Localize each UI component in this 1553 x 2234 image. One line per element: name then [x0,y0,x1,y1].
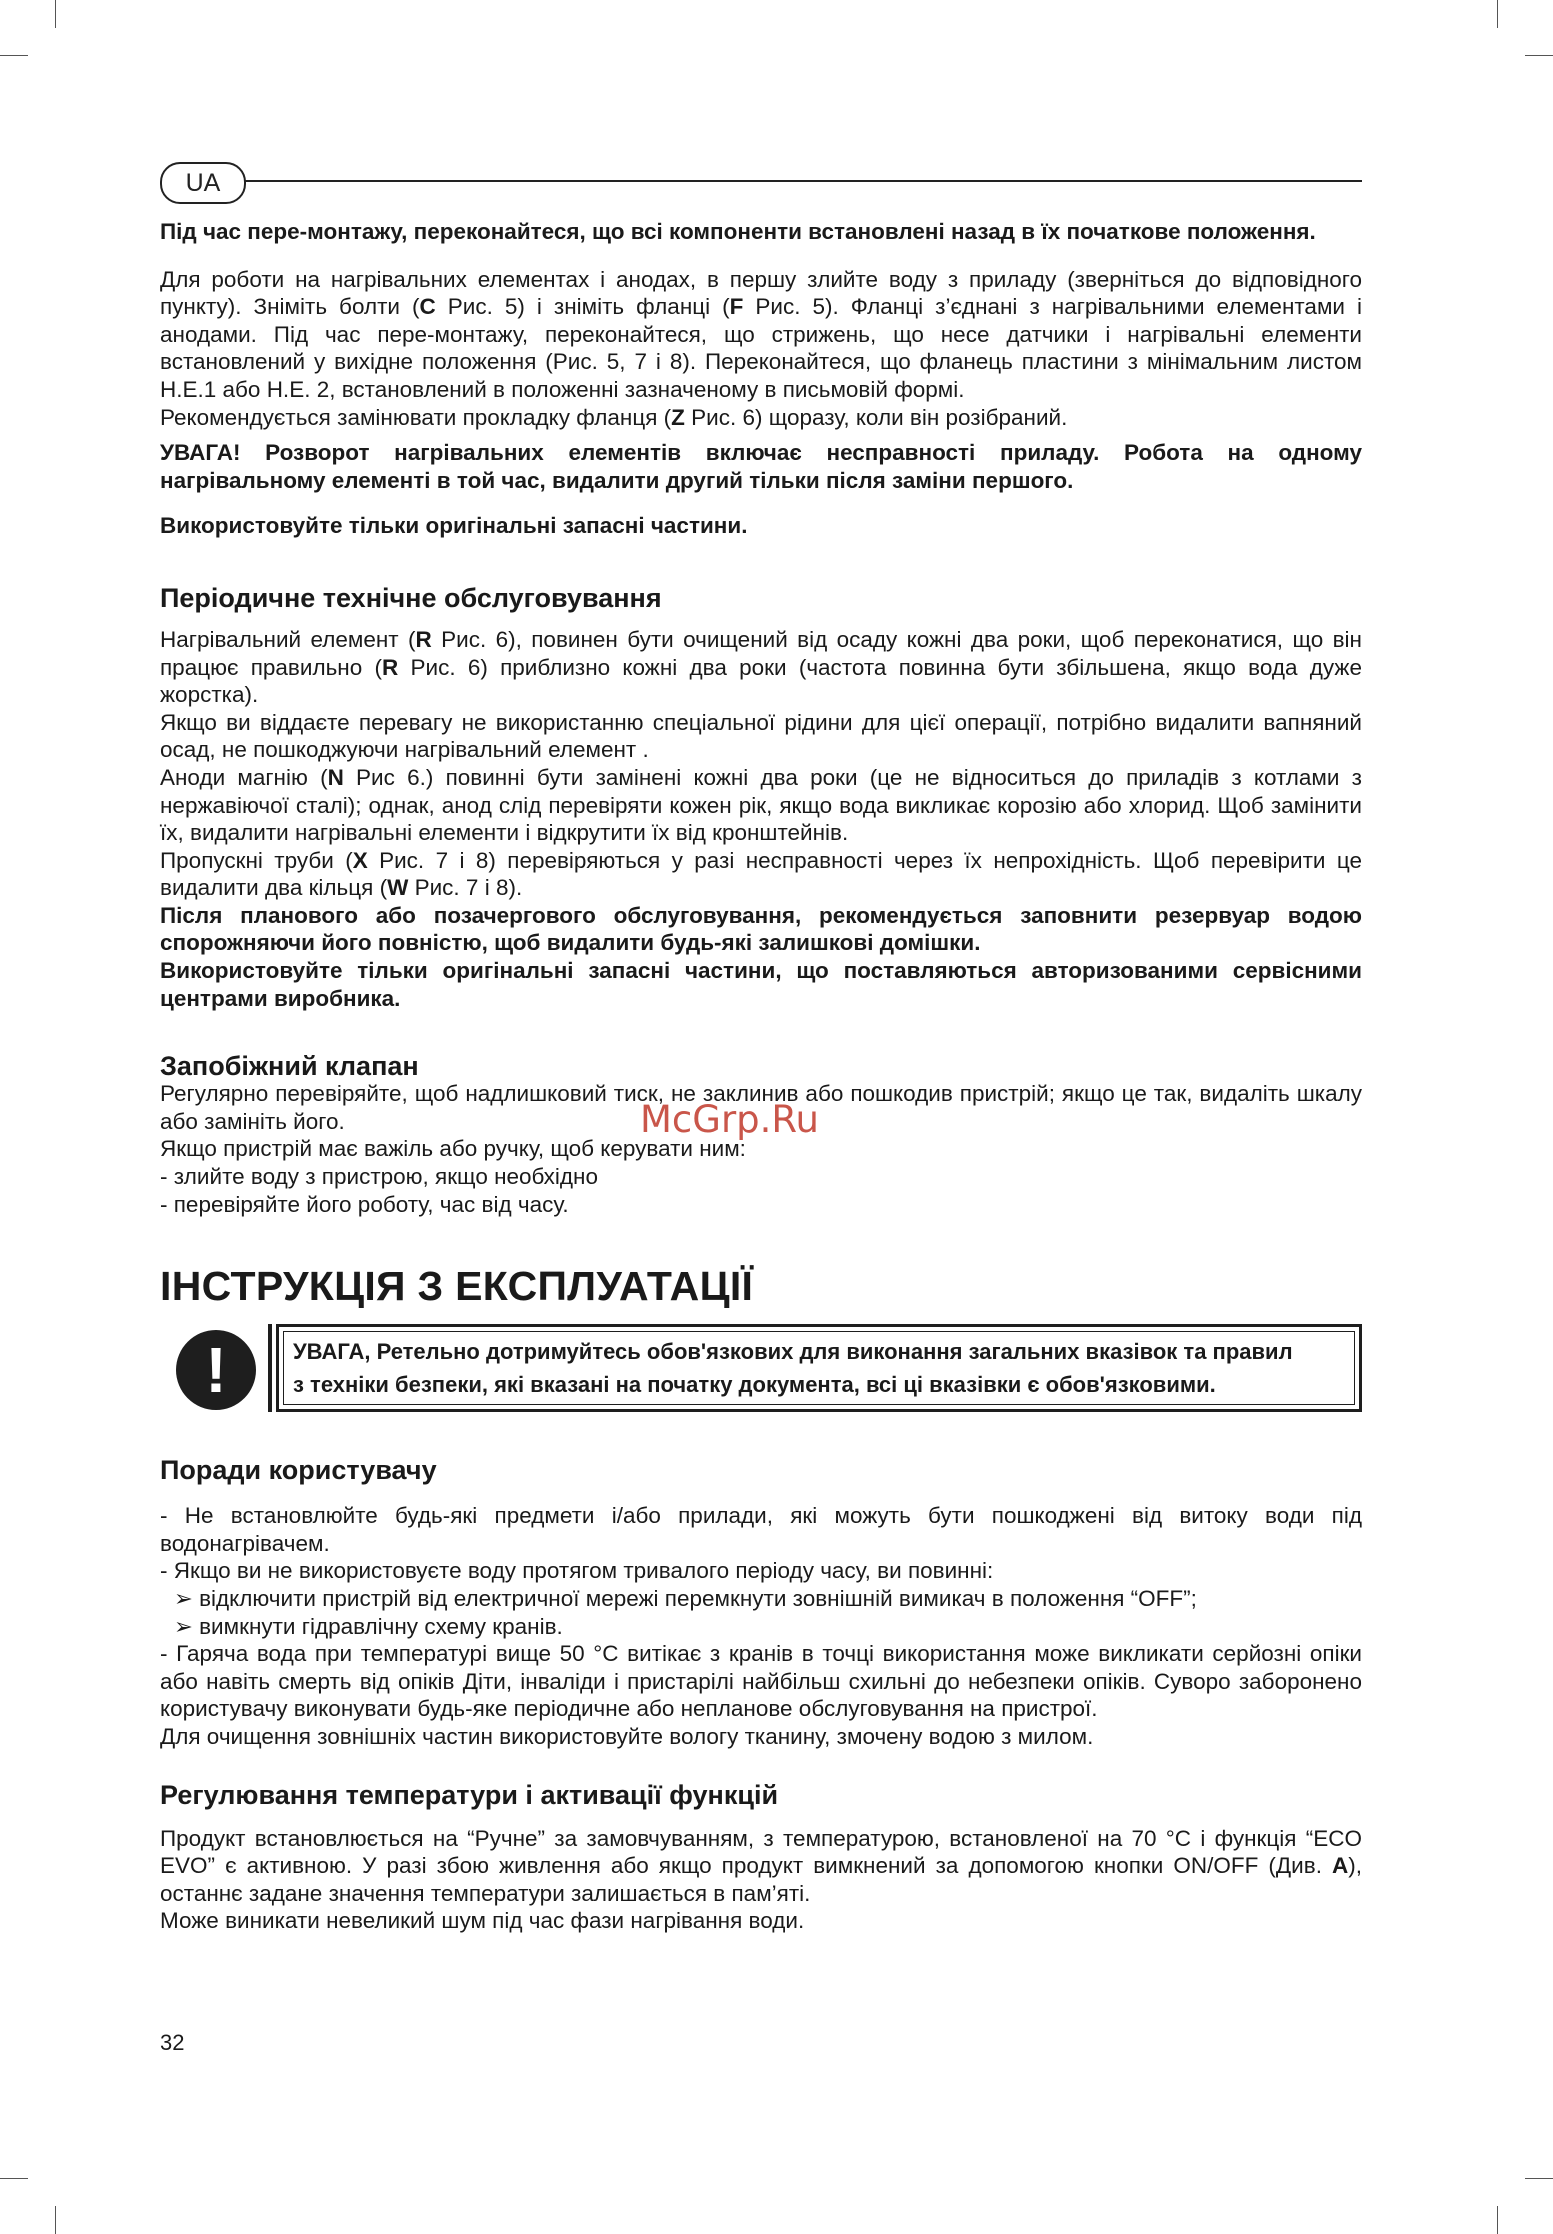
list-item: - Якщо ви не використовуєте воду протягом тривалого періоду часу, ви повинні: [160,1558,994,1584]
list-item: - Не встановлюйте будь-які предмети і/або прилади, які можуть бути пошкоджені від витоку води під водонагрівачем. [160,1503,1362,1556]
reassembly-note: Під час пере-монтажу, переконайтеся, що всі компоненти встановлені назад в їх початкове положення. [160,219,1316,244]
crop-mark [55,2206,56,2234]
crop-mark [55,0,56,28]
list-item: - злийте воду з пристрою, якщо необхідно [160,1164,598,1190]
paragraph: Якщо ви віддаєте перевагу не використанню спеціальної рідини для цієї операції, потрібно видалити вапняний осад, не пошкоджуючи нагрівальний елемент . [160,709,1362,763]
list-item: - перевіряйте його роботу, час від часу. [160,1191,569,1217]
page-content [160,218,1362,1935]
paragraph-bold: Після планового або позачергового обслуговування, рекомендується заповнити резервуар водою спорожняючи його повністю, щоб видалити будь-які залишкові домішки. [160,902,1362,956]
paragraph: Для очищення зовнішніх частин використовуйте вологу тканину, змочену водою з милом. [160,1723,1094,1749]
paragraph: Пропускні труби (X Рис. 7 і 8) перевіряються у разі несправності через їх непрохідність. Щоб перевірити це видалити два кільця (W Рис. 7 і 8). [160,847,1362,901]
paragraph: Продукт встановлюється на “Ручне” за замовчуванням, з температурою, встановленої на 70 °C і функція “ECO EVO” є активною. У разі збою живлення або якщо продукт вимкнений за допомогою кнопки ON/OFF (Див. A), останнє задане значення температури залишається в пам’яті. [160,1825,1362,1906]
crop-mark [1525,55,1553,56]
warning-box [276,1324,1362,1412]
sub-list-item: ➢ відключити пристрій від електричної мережі перемкнути зовнішній вимикач в положення “OFF”; [174,1586,1197,1611]
list-item: - Гаряча вода при температурі вище 50 °C витікає з кранів в точці використання може викликати серйозні опіки або навіть смерть від опіків Діти, інваліди і пристарілі найбільш схильні до небезпеки опіків. Суворо заборонено користувачу виконувати будь-яке періодичне або непланове обслуговування на пристрої. [160,1641,1362,1722]
section-heading-valve: Запобіжний клапан [160,1051,419,1082]
page-title: ІНСТРУКЦІЯ З ЕКСПЛУАТАЦІЇ [160,1263,754,1310]
header-rule [226,180,1362,182]
crop-mark [0,55,28,56]
page-number: 32 [160,2030,185,2055]
warning-text: УВАГА! Розворот нагрівальних елементів включає несправності приладу. Робота на одному нагрівальному елементі в той час, видалити другий тільки після заміни першого. [160,440,1362,493]
warning-text: УВАГА, Ретельно дотримуйтесь обов'язкових для виконання загальних вказівок та правил з техніки безпеки, які вказані на початку документа, всі ці вказівки є обов'язковими. [293,1339,1293,1398]
paragraph: Для роботи на нагрівальних елементах і анодах, в першу злийте воду з приладу (зверніться до відповідного пункту). Зніміть болти (C Рис. 5) і зніміть фланці (F Рис. 5). Фланці з’єднані з нагрівальними елементами і анодами. Під час пере-монтажу, переконайтеся, що стрижень, що несе датчики і нагрівальні елементи встановлений у вихідне положення (Рис. 5, 7 і 8). Переконайтеся, що фланець пластини з мінімальним листом H.E.1 або H.E. 2, встановлений в положенні зазначеному в письмовій формі. [160,266,1362,402]
crop-mark [1525,2178,1553,2179]
warning-divider [268,1324,272,1412]
paragraph: Регулярно перевіряйте, щоб надлишковий тиск, не заклинив або пошкодив пристрій; якщо це так, видаліть шкалу або замініть його. [160,1081,1362,1134]
watermark: McGrp.Ru [640,1098,819,1141]
crop-mark [1497,0,1498,28]
section-heading-temperature: Регулювання температури і активації функцій [160,1779,779,1810]
section-heading-tips: Поради користувачу [160,1455,437,1486]
paragraph: Може виникати невеликий шум під час фази нагрівання води. [160,1908,805,1934]
crop-mark [0,2178,28,2179]
paragraph: Аноди магнію (N Рис 6.) повинні бути замінені кожні два роки (це не відноситься до приладів з котлами з нержавіючої сталі); однак, анод слід перевіряти кожен рік, якщо вода викликає корозію або хлорид. Щоб замінити їх, видалити нагрівальні елементи і відкрутити їх від кронштейнів. [160,764,1362,846]
crop-mark [1497,2206,1498,2234]
language-badge: UA [160,162,246,204]
paragraph: Якщо пристрій має важіль або ручку, щоб керувати ним: [160,1136,746,1162]
spare-parts-note: Використовуйте тільки оригінальні запасні частини. [160,513,748,539]
exclamation-icon: ! [176,1330,256,1410]
paragraph: Рекомендується замінювати прокладку фланця (Z Рис. 6) щоразу, коли він розібраний. [160,404,1068,430]
sub-list-item: ➢ вимкнути гідравлічну схему кранів. [174,1613,563,1639]
paragraph-bold: Використовуйте тільки оригінальні запасні частини, що поставляються авторизованими сервісними центрами виробника. [160,958,1362,1011]
safety-warning [160,1324,1362,1412]
paragraph: Нагрівальний елемент (R Рис. 6), повинен бути очищений від осаду кожні два роки, щоб переконатися, що він працює правильно (R Рис. 6) приблизно кожні два роки (частота повинна бути збільшена, якщо вода дуже жорстка). [160,626,1362,708]
section-heading-periodic: Періодичне технічне обслуговування [160,582,662,613]
